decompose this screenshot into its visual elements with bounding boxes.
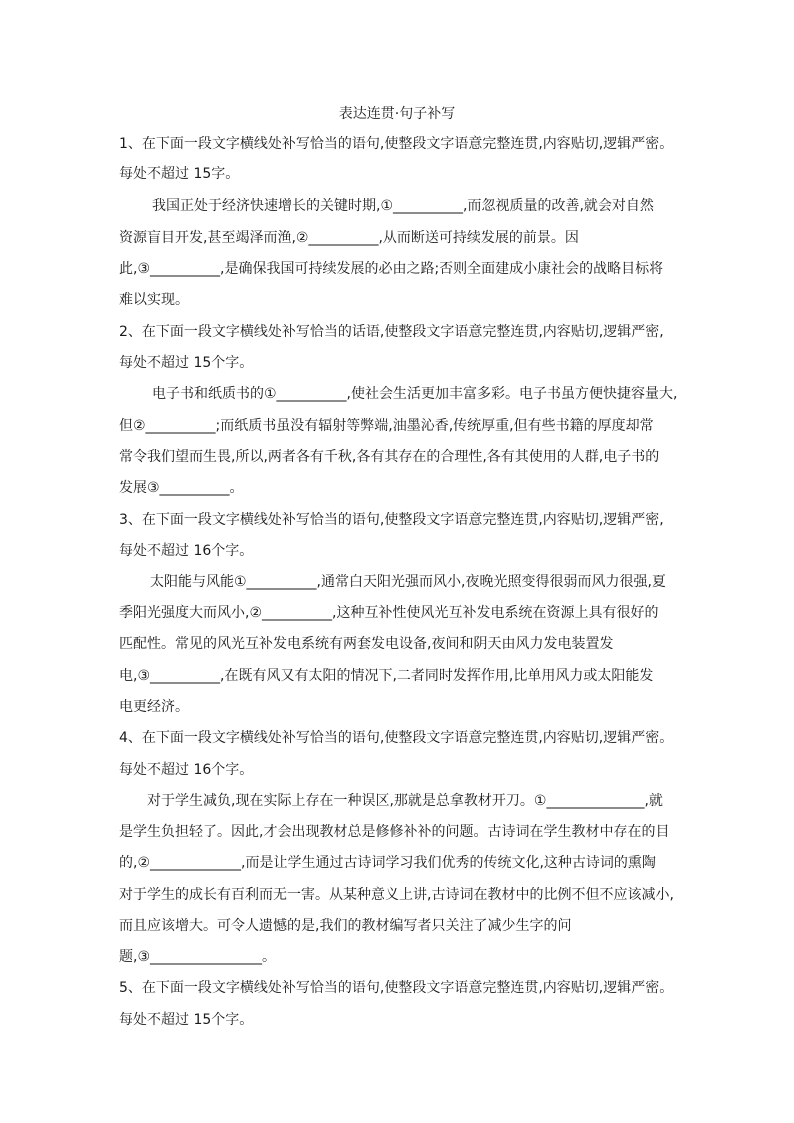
q4-passage-line-6: 题,③________________。: [119, 949, 277, 965]
q1-passage-line-4: 难以实现。: [119, 292, 189, 308]
q4-prompt-line-2: 每处不超过 16个字。: [119, 762, 254, 778]
q5-prompt-line-2: 每处不超过 15个字。: [119, 1012, 254, 1028]
q4-passage-line-3: 的,②_____________,而是让学生通过古诗词学习我们优秀的传统文化,这种古诗词的熏陶: [119, 855, 656, 871]
q1-passage-line-1: 我国正处于经济快速增长的关键时期,①__________,而忽视质量的改善,就会对自然: [152, 198, 654, 214]
q3-passage-line-2: 季阳光强度大而风小,②__________,这种互补性使风光互补发电系统在资源上具有很好的: [119, 605, 659, 621]
q2-prompt-line-1: 2、在下面一段文字横线处补写恰当的话语,使整段文字语意完整连贯,内容贴切,逻辑严密,: [119, 324, 664, 340]
q4-passage-line-2: 是学生负担轻了。因此,才会出现教材总是修修补补的问题。古诗词在学生教材中存在的目: [119, 824, 670, 840]
q4-passage-line-1: 对于学生减负,现在实际上存在一种误区,那就是总拿教材开刀。①______________,就: [147, 793, 663, 809]
q3-passage-line-3: 匹配性。常见的风光互补发电系统有两套发电设备,夜间和阴天由风力发电装置发: [119, 636, 614, 652]
q4-prompt-line-1: 4、在下面一段文字横线处补写恰当的语句,使整段文字语意完整连贯,内容贴切,逻辑严密。: [119, 730, 674, 746]
q3-prompt-line-1: 3、在下面一段文字横线处补写恰当的语句,使整段文字语意完整连贯,内容贴切,逻辑严密,: [119, 512, 664, 528]
q1-prompt-line-2: 每处不超过 15字。: [119, 166, 240, 182]
document-title: 表达连贯·句子补写: [338, 106, 456, 122]
q3-prompt-line-2: 每处不超过 16个字。: [119, 543, 254, 559]
q4-passage-line-4: 对于学生的成长有百利而无一害。从某种意义上讲,古诗词在教材中的比例不但不应该减小,: [119, 887, 674, 903]
q2-passage-line-4: 发展③__________。: [119, 480, 244, 496]
q2-passage-line-3: 常令我们望而生畏,所以,两者各有千秋,各有其存在的合理性,各有其使用的人群,电子书的: [119, 449, 660, 465]
q5-prompt-line-1: 5、在下面一段文字横线处补写恰当的语句,使整段文字语意完整连贯,内容贴切,逻辑严密。: [119, 980, 674, 996]
q3-passage-line-4: 电,③__________,在既有风又有太阳的情况下,二者同时发挥作用,比单用风力或太阳能发: [119, 668, 654, 684]
q1-passage-line-3: 此,③__________,是确保我国可持续发展的必由之路;否则全面建成小康社会的战略目标将: [119, 261, 664, 277]
q3-passage-line-1: 太阳能与风能①__________,通常白天阳光强而风小,夜晚光照变得很弱而风力很强,夏: [150, 574, 666, 590]
q4-passage-line-5: 而且应该增大。可令人遗憾的是,我们的教材编写者只关注了减少生字的问: [119, 918, 572, 934]
q2-passage-line-1: 电子书和纸质书的①__________,使社会生活更加丰富多彩。电子书虽方便快捷容量大,: [152, 386, 678, 402]
q1-prompt-line-1: 1、在下面一段文字横线处补写恰当的语句,使整段文字语意完整连贯,内容贴切,逻辑严密。: [119, 136, 674, 152]
q1-passage-line-2: 资源盲目开发,甚至竭泽而渔,②__________,从而断送可持续发展的前景。因: [119, 230, 579, 246]
q2-passage-line-2: 但②__________;而纸质书虽没有辐射等弊端,油墨沁香,传统厚重,但有些书籍的厚度却常: [119, 418, 654, 434]
q2-prompt-line-2: 每处不超过 15个字。: [119, 355, 254, 371]
q3-passage-line-5: 电更经济。: [119, 699, 189, 715]
